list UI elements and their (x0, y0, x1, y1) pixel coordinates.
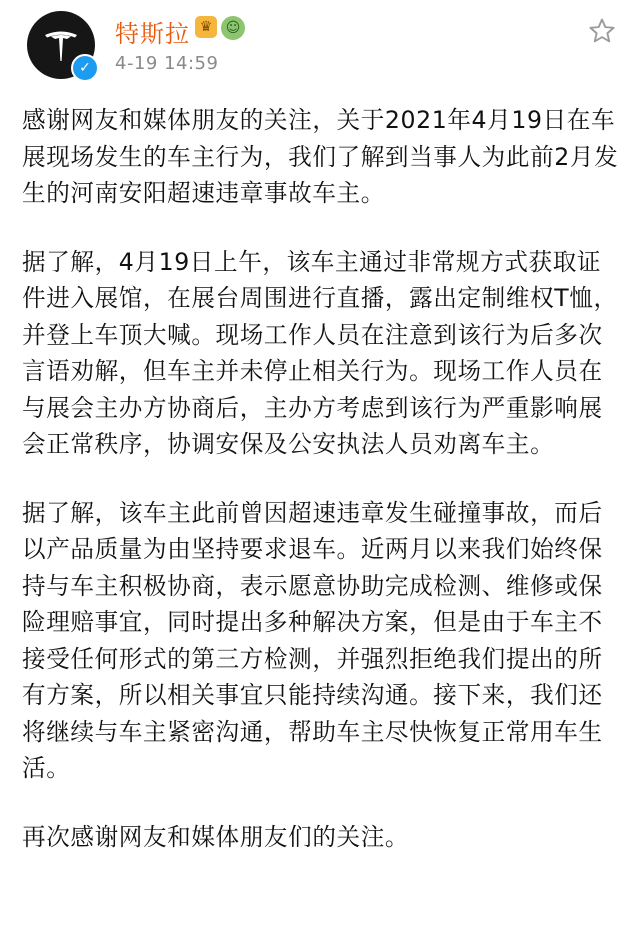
post-content (22, 102, 622, 855)
favorite-button[interactable] (585, 16, 619, 50)
star-outline-icon (587, 16, 617, 50)
verified-check-icon: ✓ (71, 54, 99, 82)
post-paragraph: 再次感谢网友和媒体朋友们的关注。 (22, 822, 410, 851)
crown-badge-icon[interactable]: ♛ (195, 16, 217, 38)
frog-badge-icon[interactable]: ☺ (221, 16, 245, 40)
post-paragraph: 据了解，该车主此前曾因超速违章发生碰撞事故，而后以产品质量为由坚持要求退车。近两月以来我们始终保持与车主积极协商，表示愿意协助完成检测、维修或保险理赔事宜，同时提出多种解决方案，但是由于车主不接受任何形式的第三方检测，并强烈拒绝我们提出的所有方案，所以相关事宜只能持续沟通。接下来，我们还将继续与车主紧密沟通，帮助车主尽快恢复正常用车生活。 (22, 498, 603, 782)
avatar[interactable] (27, 11, 95, 79)
username[interactable]: 特斯拉 (115, 20, 190, 48)
post-header (0, 0, 640, 100)
user-badges (195, 16, 245, 40)
post-paragraph: 据了解，4月19日上午，该车主通过非常规方式获取证件进入展馆，在展台周围进行直播，露出定制维权T恤，并登上车顶大喊。现场工作人员在注意到该行为后多次言语劝解，但车主并未停止相关行为。现场工作人员在与展会主办方协商后，主办方考虑到该行为严重影响展会正常秩序，协调安保及公安执法人员劝离车主。 (22, 247, 618, 458)
post-paragraph: 感谢网友和媒体朋友的关注，关于2021年4月19日在车展现场发生的车主行为，我们了解到当事人为此前2月发生的河南安阳超速违章事故车主。 (22, 106, 619, 207)
post-timestamp[interactable]: 4-19 14:59 (115, 53, 219, 74)
